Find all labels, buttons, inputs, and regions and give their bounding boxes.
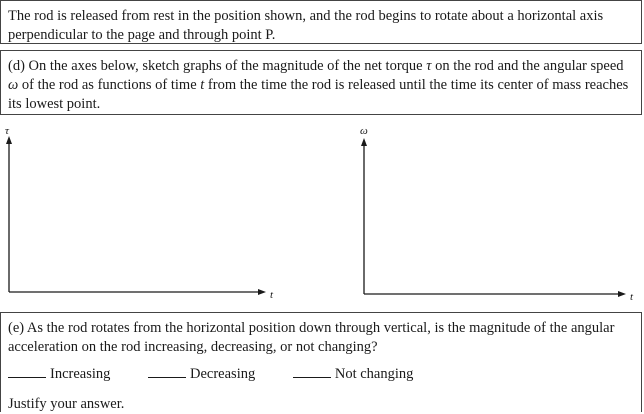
omega-symbol: ω bbox=[8, 77, 19, 93]
justify-prompt: Justify your answer. bbox=[8, 396, 125, 412]
part-d-prefix: (d) On the axes below, sketch graphs of the magnitude of the net torque bbox=[8, 58, 423, 74]
intro-text-box bbox=[0, 0, 642, 44]
part-e-box bbox=[0, 312, 642, 412]
blank-decreasing[interactable] bbox=[148, 365, 186, 378]
part-d-mid1: on the rod and the angular speed bbox=[435, 58, 624, 74]
choice-increasing[interactable] bbox=[8, 365, 110, 384]
t-symbol: t bbox=[200, 77, 205, 93]
choice-decreasing-label: Decreasing bbox=[190, 366, 256, 382]
choice-not-changing-label: Not changing bbox=[334, 366, 414, 382]
choice-increasing-label: Increasing bbox=[50, 366, 111, 382]
omega-x-label: t bbox=[630, 291, 634, 303]
graph-area bbox=[0, 118, 644, 308]
intro-text: The rod is released from rest in the position shown, and the rod begins to rotate about a horizontal axis perpendicular to the page and through point P. bbox=[8, 8, 604, 43]
choice-decreasing[interactable] bbox=[148, 365, 255, 384]
tau-symbol: τ bbox=[426, 58, 432, 74]
torque-x-label: t bbox=[270, 289, 274, 301]
torque-graph[interactable] bbox=[5, 125, 274, 301]
blank-not-changing[interactable] bbox=[293, 365, 331, 378]
part-e-question: (e) As the rod rotates from the horizontal position down through vertical, is the magnitude of the angular acceleration on the rod increasing, decreasing, or not changing? bbox=[8, 320, 615, 355]
blank-increasing[interactable] bbox=[8, 365, 46, 378]
omega-y-label: ω bbox=[360, 125, 368, 137]
choice-not-changing[interactable] bbox=[293, 365, 414, 384]
part-d-box bbox=[0, 50, 642, 115]
part-d-suffix: from the time the rod is released until the time its center of mass reaches its lowest point. bbox=[8, 77, 629, 112]
answer-choices bbox=[8, 365, 447, 384]
angular-speed-graph[interactable] bbox=[360, 125, 634, 303]
torque-y-label: τ bbox=[5, 125, 9, 137]
part-d-mid2: of the rod as functions of time bbox=[21, 77, 197, 93]
axes-svg bbox=[0, 118, 644, 308]
